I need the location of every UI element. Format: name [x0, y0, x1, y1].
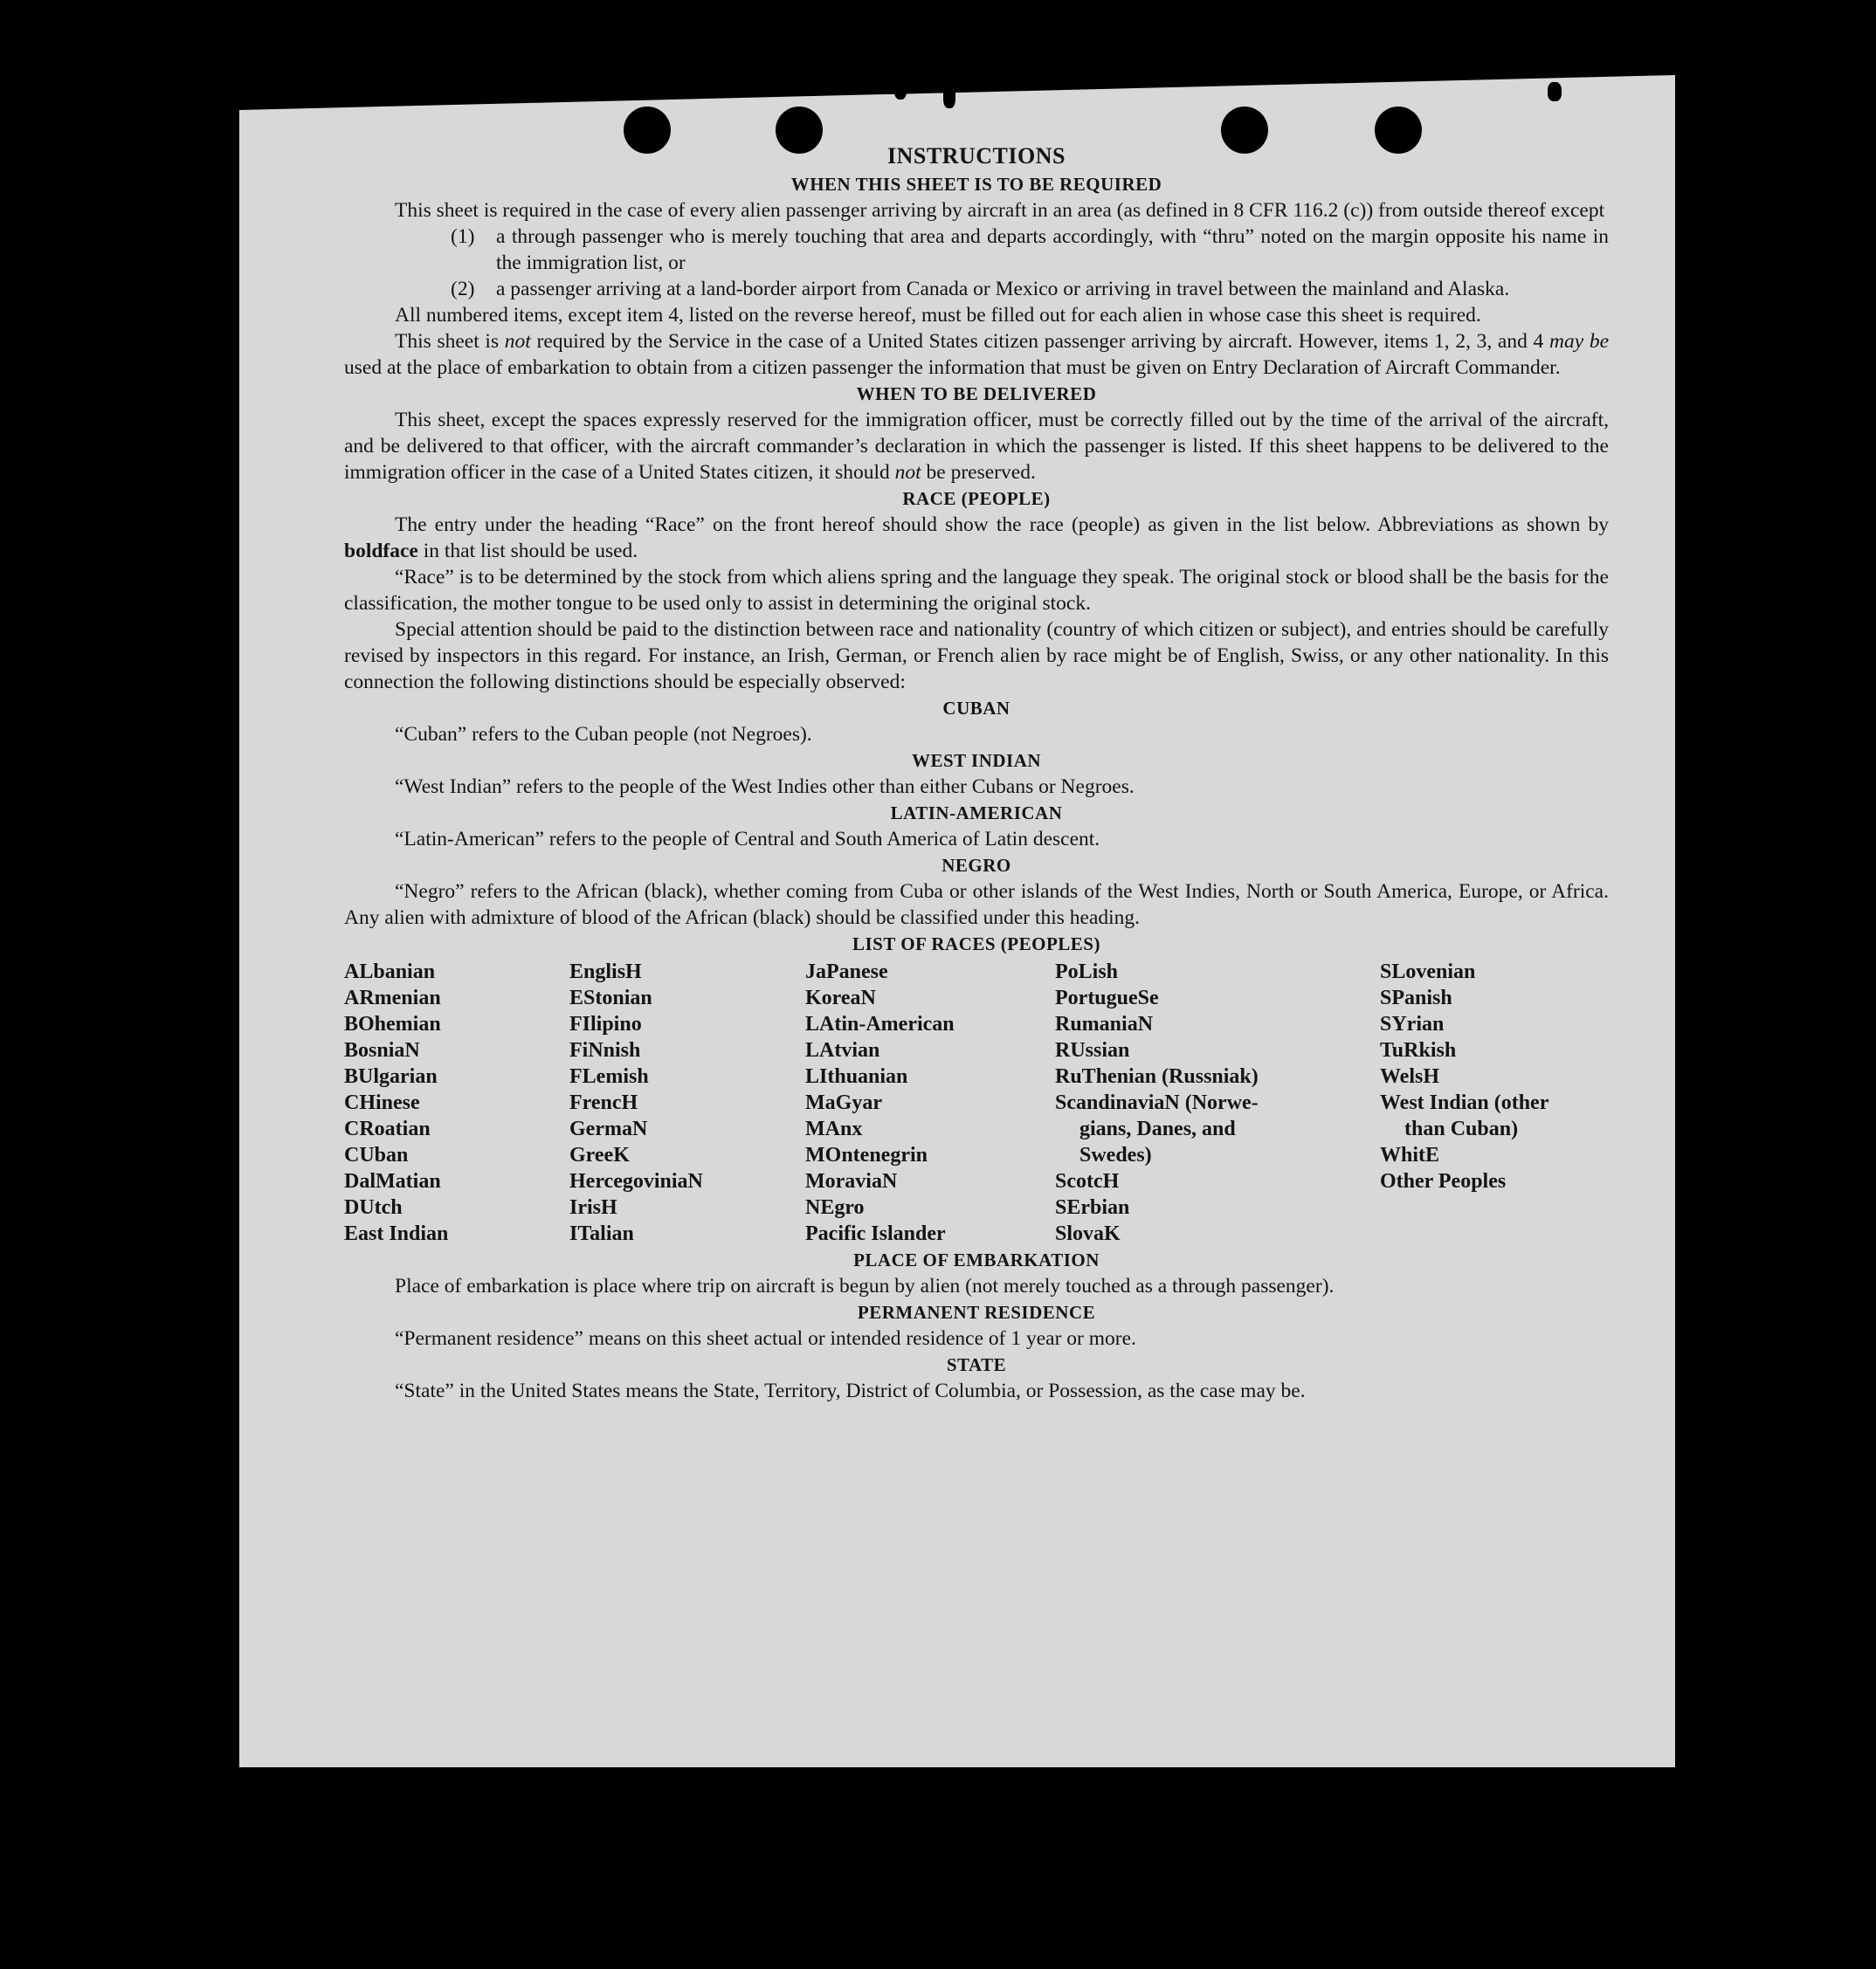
race-entry: BUlgarian	[344, 1065, 438, 1088]
paragraph: This sheet is not required by the Service in the case of a United States citizen passenger arriving by aircraft. However, items 1, 2, 3, and 4 may be used at the place of embarkation to obtain from a citizen passenger the information that must be given on Entry Declaration of Aircraft Commander.	[344, 330, 1609, 379]
section-heading: PLACE OF EMBARKATION	[853, 1250, 1100, 1270]
race-entry: SlovaK	[1055, 1222, 1121, 1245]
section-heading: NEGRO	[941, 855, 1011, 876]
race-entry: ALbanian	[344, 960, 436, 983]
ink-blot	[1548, 82, 1562, 101]
race-column	[344, 959, 569, 1247]
instructions-body	[344, 141, 1609, 1404]
race-entry: ITalian	[569, 1222, 634, 1245]
race-entry: GreeK	[569, 1144, 630, 1167]
item-number: (2)	[451, 278, 475, 300]
race-entry: LIthuanian	[805, 1065, 908, 1088]
section-heading: WHEN TO BE DELIVERED	[856, 383, 1097, 404]
race-entry: ScandinaviaN (Norwe-	[1055, 1091, 1259, 1114]
item-number: (1)	[451, 225, 475, 248]
race-entry: BosniaN	[344, 1039, 420, 1062]
race-entry: EStonian	[569, 987, 652, 1009]
page-title: INSTRUCTIONS	[887, 143, 1066, 169]
section-heading: LATIN-AMERICAN	[890, 802, 1063, 823]
item-text: a through passenger who is merely touching that area and departs accordingly, with “thru” noted on the margin opposite his name in the immigration list, or	[496, 225, 1609, 274]
section-heading: STATE	[946, 1354, 1007, 1375]
paragraph: “Permanent residence” means on this sheet actual or intended residence of 1 year or more.	[395, 1327, 1136, 1350]
ink-blot	[943, 86, 955, 108]
race-entry: Pacific Islander	[805, 1222, 946, 1245]
race-entry: Other Peoples	[1380, 1170, 1507, 1193]
race-entry: FIlipino	[569, 1013, 642, 1036]
race-entry: MaGyar	[805, 1091, 882, 1114]
race-entry: TuRkish	[1380, 1039, 1457, 1062]
race-entry: West Indian (other	[1380, 1091, 1549, 1114]
paragraph: Place of embarkation is place where trip on aircraft is begun by alien (not merely touched as a through passenger).	[395, 1275, 1335, 1298]
race-entry: JaPanese	[805, 960, 888, 983]
race-entry: HercegoviniaN	[569, 1170, 703, 1193]
race-entry: CRoatian	[344, 1118, 431, 1140]
race-entry: CUban	[344, 1144, 409, 1167]
race-entry: PoLish	[1055, 960, 1119, 983]
race-entry: RUssian	[1055, 1039, 1130, 1062]
paragraph: “Latin-American” refers to the people of Central and South America of Latin descent.	[395, 828, 1100, 850]
race-entry: FLemish	[569, 1065, 649, 1088]
race-entry: BOhemian	[344, 1013, 441, 1036]
race-entry: SPanish	[1380, 987, 1452, 1009]
race-entry: FiNnish	[569, 1039, 641, 1062]
race-entry: WelsH	[1380, 1065, 1440, 1088]
paragraph: “State” in the United States means the State, Territory, District of Columbia, or Possession, as the case may be.	[395, 1380, 1306, 1402]
race-entry: MAnx	[805, 1118, 863, 1140]
section-heading: WEST INDIAN	[911, 750, 1042, 771]
paragraph: This sheet, except the spaces expressly reserved for the immigration officer, must be correctly filled out by the time of the arrival of the aircraft, and be delivered to that officer, with the aircraft commander’s declaration in which the passenger is listed. If this sheet happens to be delivered to the immigration officer in the case of a United States citizen, it should not be preserved.	[344, 409, 1609, 484]
race-entry: ARmenian	[344, 987, 441, 1009]
section-heading: CUBAN	[942, 698, 1010, 719]
race-column	[805, 959, 1055, 1247]
ink-blot	[445, 91, 484, 103]
section-heading: RACE (PEOPLE)	[902, 488, 1051, 509]
race-entry: EnglisH	[569, 960, 642, 983]
race-entry: SLovenian	[1380, 960, 1476, 983]
section-heading: PERMANENT RESIDENCE	[857, 1302, 1096, 1323]
race-list	[344, 959, 1609, 1247]
race-entry: FrencH	[569, 1091, 638, 1114]
race-entry: DalMatian	[344, 1170, 441, 1193]
race-entry: ScotcH	[1055, 1170, 1120, 1193]
race-column	[1380, 959, 1609, 1247]
race-entry: RumaniaN	[1055, 1013, 1154, 1036]
race-entry: SErbian	[1055, 1196, 1130, 1219]
paragraph: “Negro” refers to the African (black), whether coming from Cuba or other islands of the West Indies, North or South America, Europe, or Africa. Any alien with admixture of blood of the African (black) should be classified under this heading.	[344, 880, 1609, 929]
race-entry: KoreaN	[805, 987, 876, 1009]
race-entry: LAtvian	[805, 1039, 880, 1062]
section-heading: LIST OF RACES (PEOPLES)	[852, 933, 1100, 954]
paragraph: “Cuban” refers to the Cuban people (not Negroes).	[395, 723, 812, 746]
race-entry: NEgro	[805, 1196, 865, 1219]
race-column	[1055, 959, 1380, 1247]
race-entry: MoraviaN	[805, 1170, 898, 1193]
race-entry: RuThenian (Russniak)	[1055, 1065, 1259, 1088]
race-entry: WhitE	[1380, 1144, 1440, 1167]
race-entry: GermaN	[569, 1118, 648, 1140]
paragraph: This sheet is required in the case of every alien passenger arriving by aircraft in an area (as defined in 8 CFR 116.2 (c)) from outside thereof except	[395, 199, 1605, 222]
race-entry: gians, Danes, and	[1079, 1118, 1236, 1140]
race-entry: SYrian	[1380, 1013, 1445, 1036]
race-entry: LAtin-American	[805, 1013, 955, 1036]
ink-blot	[403, 94, 423, 103]
race-entry: MOntenegrin	[805, 1144, 928, 1167]
paragraph: All numbered items, except item 4, listed on the reverse hereof, must be filled out for each alien in whose case this sheet is required.	[395, 304, 1481, 327]
race-column	[569, 959, 805, 1247]
race-entry: East Indian	[344, 1222, 449, 1245]
race-entry: CHinese	[344, 1091, 420, 1114]
race-entry: PortugueSe	[1055, 987, 1159, 1009]
paragraph: Special attention should be paid to the distinction between race and nationality (country of which citizen or subject), and entries should be carefully revised by inspectors in this regard. For instance, an Irish, German, or French alien by race might be of English, Swiss, or any other nationality. In this connection the following distinctions should be especially observed:	[344, 618, 1609, 693]
list-item	[451, 224, 1609, 276]
section-heading: WHEN THIS SHEET IS TO BE REQUIRED	[790, 174, 1162, 195]
item-text: a passenger arriving at a land-border airport from Canada or Mexico or arriving in travel between the mainland and Alaska.	[496, 278, 1510, 300]
race-entry: than Cuban)	[1404, 1118, 1519, 1140]
ink-blot	[894, 80, 907, 100]
race-entry: DUtch	[344, 1196, 403, 1219]
paragraph: The entry under the heading “Race” on the front hereof should show the race (people) as given in the list below. Abbreviations as shown by boldface in that list should be used.	[344, 513, 1609, 562]
paragraph: “Race” is to be determined by the stock from which aliens spring and the language they speak. The original stock or blood shall be the basis for the classification, the mother tongue to be used only to assist in determining the original stock.	[344, 566, 1609, 615]
race-entry: Swedes)	[1079, 1144, 1152, 1167]
race-entry: IrisH	[569, 1196, 617, 1219]
paragraph: “West Indian” refers to the people of the West Indies other than either Cubans or Negroes.	[395, 775, 1135, 798]
list-item	[451, 276, 1609, 302]
